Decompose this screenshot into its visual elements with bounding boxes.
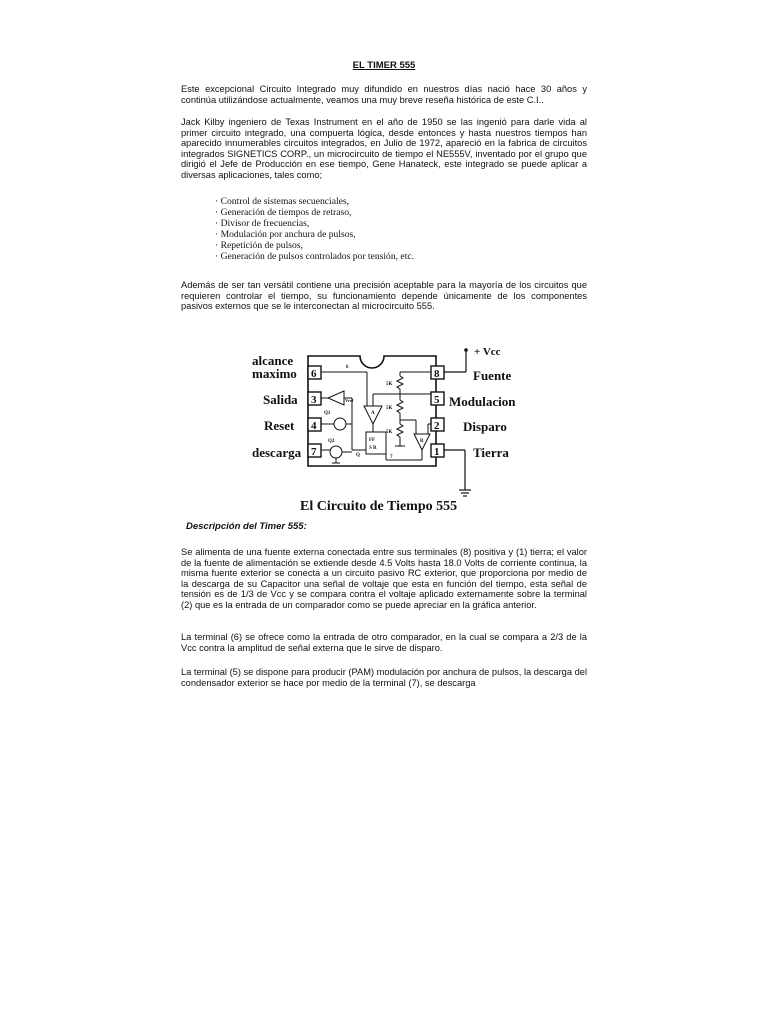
- resistor-r3: [397, 424, 403, 437]
- label-tierra: Tierra: [473, 445, 509, 460]
- pin-number: 8: [434, 368, 440, 380]
- transistor-label: Q2: [328, 439, 335, 444]
- pin-number: 4: [311, 420, 317, 432]
- label-vcc: + Vcc: [474, 346, 501, 358]
- pin-number: 7: [311, 446, 317, 458]
- output-buffer: [328, 391, 344, 405]
- pin-number: 1: [434, 446, 440, 458]
- label-modulacion: Modulacion: [449, 394, 516, 409]
- list-item: · Divisor de frecuencias,: [215, 218, 310, 230]
- label-salida: Salida: [263, 392, 298, 407]
- paragraph-description: Se alimenta de una fuente externa conectada entre sus terminales (8) positiva y (1) tierra; el valor de la fuente de alimentación se extiende desde 4.5 Volts hasta 18.0 Volts de corriente continua, la misma fuente exterior se conecta a un circuito pasivo RC exterior, que proporciona por medio de la descarga de su Capacitor una señal de voltaje que esta en función del tiempo, esta señal de tensión es de 1/3 de Vcc y se compara contra el voltaje aplicado externamente sobre la terminal (2) que es la entrada de un comparador como se puede apreciar en la gráfica anterior.: [181, 547, 587, 610]
- list-item: · Modulación por anchura de pulsos,: [215, 229, 356, 241]
- paragraph-history: Jack Kilby ingeniero de Texas Instrument en el año de 1950 se las ingenió para darle vida al primer circuito integrado, una compuerta lógica, desde entonces y hasta nuestros tiempos han aparecido innumerables circuitos integrados, en Julio de 1972, apareció en la fabrica de circuitos integrados SIGNETICS CORP., un microcircuito de tiempo el NE555V, inventado por el grupo que dirigió el Jefe de Producción en ese tiempo, Gene Hanateck, este integrado se puede aplicar a diversas aplicaciones, tales como;: [181, 117, 587, 180]
- node-label: 7: [390, 455, 393, 460]
- node-label: Q: [356, 453, 360, 458]
- pin-number: 6: [311, 368, 317, 380]
- paragraph-versatility: Además de ser tan versátil contiene una precisión aceptable para la mayoría de los circuitos que requieren controlar el tiempo, su funcionamiento depende únicamente de los componentes pasivos externos que se le interconectan al microcircuito 555.: [181, 280, 587, 312]
- pin-number: 2: [434, 420, 440, 432]
- vcc-terminal: [464, 348, 468, 352]
- label-maximo: maximo: [252, 366, 297, 381]
- resistor-label: 5K: [386, 430, 393, 435]
- transistor-label: Q1: [324, 411, 331, 416]
- vref-label: Vref: [345, 398, 354, 403]
- paragraph-intro: Este excepcional Circuito Integrado muy difundido en nuestros días nació hace 30 años y continúa utilizándose actualmente, veamos una muy breve reseña histórica de este C.I..: [181, 84, 587, 105]
- comparator-a-label: A: [371, 411, 375, 416]
- pin-number: 3: [311, 394, 317, 406]
- list-item: · Generación de pulsos controlados por tensión, etc.: [215, 251, 415, 263]
- diagram-caption: El Circuito de Tiempo 555: [300, 499, 458, 514]
- document-title: EL TIMER 555: [352, 60, 416, 71]
- label-disparo: Disparo: [463, 419, 507, 434]
- pin-number: 5: [434, 394, 440, 406]
- label-reset: Reset: [264, 418, 295, 433]
- paragraph-terminal-6: La terminal (6) se ofrece como la entrada de otro comparador, en la cual se compara a 2/3 de la Vcc contra la amplitud de señal externa que le sirve de disparo.: [181, 632, 587, 653]
- list-item: · Repetición de pulsos,: [215, 240, 303, 252]
- resistor-r2: [397, 400, 403, 413]
- node-label: 6: [346, 365, 349, 370]
- label-fuente: Fuente: [473, 368, 512, 383]
- transistor-q2: [330, 446, 342, 458]
- paragraph-terminal-5: La terminal (5) se dispone para producir (PAM) modulación por anchura de pulsos, la descarga del condensador exterior se hace por medio de la terminal (7), se descarga: [181, 667, 588, 688]
- comparator-b-label: B: [420, 439, 424, 444]
- resistor-r1: [397, 376, 403, 389]
- resistor-label: 5K: [386, 382, 393, 387]
- label-alcance: alcance: [252, 353, 294, 368]
- applications-list: [215, 196, 515, 263]
- list-item: · Generación de tiempos de retraso,: [215, 207, 352, 219]
- timer-555-diagram: [252, 342, 520, 514]
- label-descarga: descarga: [252, 445, 302, 460]
- list-item: · Control de sistemas secuenciales,: [215, 196, 350, 207]
- flip-flop-label: S R: [369, 446, 377, 451]
- section-heading: Descripción del Timer 555:: [186, 521, 307, 532]
- transistor-q1: [334, 418, 346, 430]
- resistor-label: 5K: [386, 406, 393, 411]
- flip-flop-label: FF: [369, 438, 376, 443]
